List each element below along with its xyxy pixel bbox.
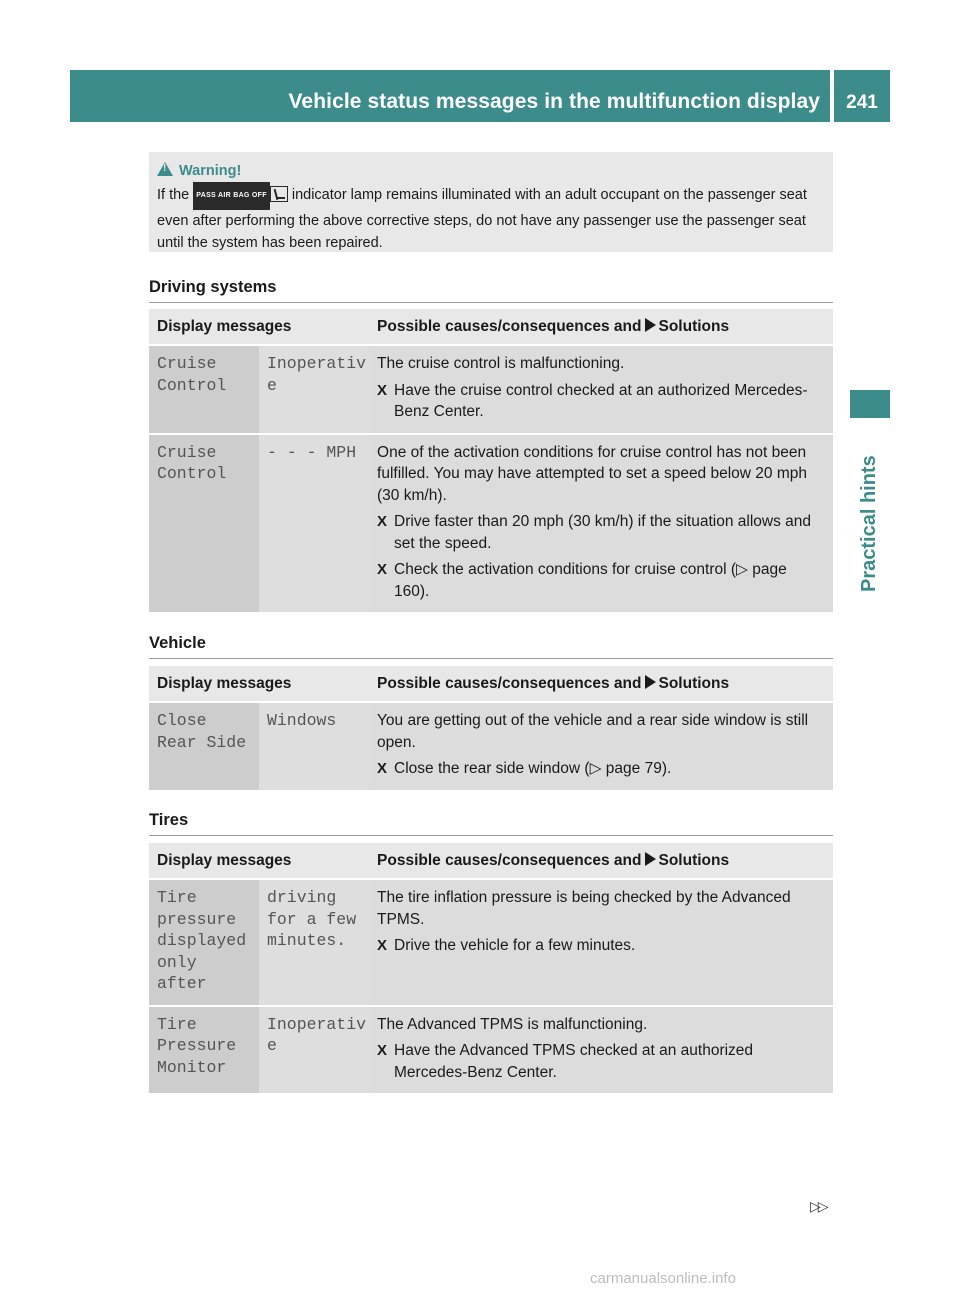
message-text: Cruise Control bbox=[157, 442, 227, 483]
section-title: Tires bbox=[149, 811, 833, 836]
table-header-row bbox=[149, 843, 833, 879]
cause-text: One of the activation conditions for cruise control has not been fulfilled. You may have attempted to set a speed below 20 mph (30 km/h). bbox=[377, 443, 807, 504]
warning-box bbox=[149, 152, 833, 252]
action-x-icon: X bbox=[377, 381, 388, 399]
occupied-seat-icon bbox=[270, 186, 288, 202]
messages-table bbox=[149, 666, 833, 790]
action-x-icon: X bbox=[377, 760, 388, 777]
messages-table bbox=[149, 843, 833, 1093]
col-header-causes-post: Solutions bbox=[658, 851, 730, 869]
header-bar bbox=[70, 70, 830, 122]
col-header-display: Display messages bbox=[149, 309, 369, 345]
table-header-row bbox=[149, 309, 833, 345]
step-item bbox=[377, 1040, 825, 1083]
step-item bbox=[377, 559, 825, 602]
warning-title: Warning! bbox=[179, 163, 242, 179]
pass-airbag-off-icon: PASS AIR BAG OFF bbox=[193, 182, 270, 210]
cause-text: The cruise control is malfunctioning. bbox=[377, 355, 625, 372]
cause-solution-cell bbox=[369, 434, 833, 613]
cause-solution-cell bbox=[369, 879, 833, 1006]
display-message-part2 bbox=[259, 1006, 369, 1094]
arrow-right-icon bbox=[645, 852, 656, 866]
table-row bbox=[149, 1006, 833, 1094]
col-header-display: Display messages bbox=[149, 843, 369, 879]
message-text: Cruise Control bbox=[157, 354, 227, 395]
display-message-part2 bbox=[259, 345, 369, 434]
col-header-causes-post: Solutions bbox=[658, 674, 730, 692]
message-text: Inoperativ e bbox=[267, 354, 367, 395]
display-message-part1 bbox=[149, 345, 259, 434]
col-header-causes-pre: Possible causes/consequences and bbox=[377, 674, 642, 692]
display-message-part2 bbox=[259, 702, 369, 790]
cause-solution-cell bbox=[369, 1006, 833, 1094]
col-header-causes bbox=[369, 666, 833, 702]
message-text: Windows bbox=[267, 711, 337, 730]
table-row bbox=[149, 345, 833, 434]
message-text: driving for a few minutes. bbox=[267, 888, 357, 950]
side-tab-label: Practical hints bbox=[858, 455, 880, 592]
page-title: Vehicle status messages in the multifunction display bbox=[288, 90, 820, 113]
table-row bbox=[149, 702, 833, 790]
col-header-causes bbox=[369, 843, 833, 879]
action-x-icon: X bbox=[377, 937, 388, 954]
display-message-part1 bbox=[149, 434, 259, 613]
continue-marker-icon: ▷▷ bbox=[810, 1198, 826, 1214]
step-item bbox=[377, 758, 825, 780]
message-text: Close Rear Side bbox=[157, 711, 247, 752]
cause-text: You are getting out of the vehicle and a rear side window is still open. bbox=[377, 712, 809, 751]
display-message-part2 bbox=[259, 879, 369, 1006]
action-x-icon: X bbox=[377, 513, 388, 530]
step-text: Drive faster than 20 mph (30 km/h) if the situation allows and set the speed. bbox=[394, 513, 811, 552]
section-title: Driving systems bbox=[149, 278, 833, 303]
step-item bbox=[377, 935, 825, 957]
step-item bbox=[377, 380, 825, 423]
side-tab-label-wrap bbox=[858, 422, 880, 592]
warning-heading bbox=[157, 160, 825, 182]
message-text: Tire Pressure Monitor bbox=[157, 1014, 237, 1077]
cause-solution-cell bbox=[369, 345, 833, 434]
warning-text-after: indicator lamp remains illuminated with an adult occupant on the passenger seat even after performing the above corrective steps, do not have any passenger use the passenger seat until the system has been repaired. bbox=[157, 187, 807, 251]
display-message-part2 bbox=[259, 434, 369, 613]
side-tab bbox=[850, 390, 890, 418]
watermark: carmanualsonline.info bbox=[590, 1270, 736, 1287]
action-x-icon: X bbox=[377, 1042, 388, 1059]
col-header-display: Display messages bbox=[149, 666, 369, 702]
arrow-right-icon bbox=[645, 675, 656, 689]
step-item bbox=[377, 511, 825, 554]
message-text: Tire pressure displayed only after bbox=[157, 888, 247, 993]
arrow-right-icon bbox=[645, 318, 656, 332]
warning-text bbox=[157, 182, 825, 254]
table-row bbox=[149, 434, 833, 613]
cause-solution-cell bbox=[369, 702, 833, 790]
step-text: Have the Advanced TPMS checked at an authorized Mercedes-Benz Center. bbox=[394, 1042, 754, 1081]
col-header-causes-post: Solutions bbox=[658, 317, 730, 335]
action-x-icon: X bbox=[377, 561, 388, 578]
table-header-row bbox=[149, 666, 833, 702]
step-text: Close the rear side window (▷ page 79). bbox=[394, 760, 672, 777]
cause-text: The Advanced TPMS is malfunctioning. bbox=[377, 1015, 648, 1033]
warning-text-before: If the bbox=[157, 187, 190, 203]
message-text: Inoperativ e bbox=[267, 1014, 367, 1055]
table-row bbox=[149, 879, 833, 1006]
col-header-causes-pre: Possible causes/consequences and bbox=[377, 317, 642, 335]
cause-text: The tire inflation pressure is being checked by the Advanced TPMS. bbox=[377, 889, 791, 928]
section-title: Vehicle bbox=[149, 634, 833, 659]
step-text: Drive the vehicle for a few minutes. bbox=[394, 937, 636, 954]
col-header-causes-pre: Possible causes/consequences and bbox=[377, 851, 642, 869]
col-header-causes bbox=[369, 309, 833, 345]
step-text: Check the activation conditions for cruise control (▷ page 160). bbox=[394, 561, 787, 600]
display-message-part1 bbox=[149, 702, 259, 790]
page-number: 241 bbox=[834, 70, 890, 122]
display-message-part1 bbox=[149, 1006, 259, 1094]
message-text: - - - MPH bbox=[267, 442, 357, 462]
display-message-part1 bbox=[149, 879, 259, 1006]
warning-triangle-icon bbox=[157, 162, 173, 176]
step-text: Have the cruise control checked at an authorized Mercedes-Benz Center. bbox=[394, 381, 808, 420]
messages-table bbox=[149, 309, 833, 612]
